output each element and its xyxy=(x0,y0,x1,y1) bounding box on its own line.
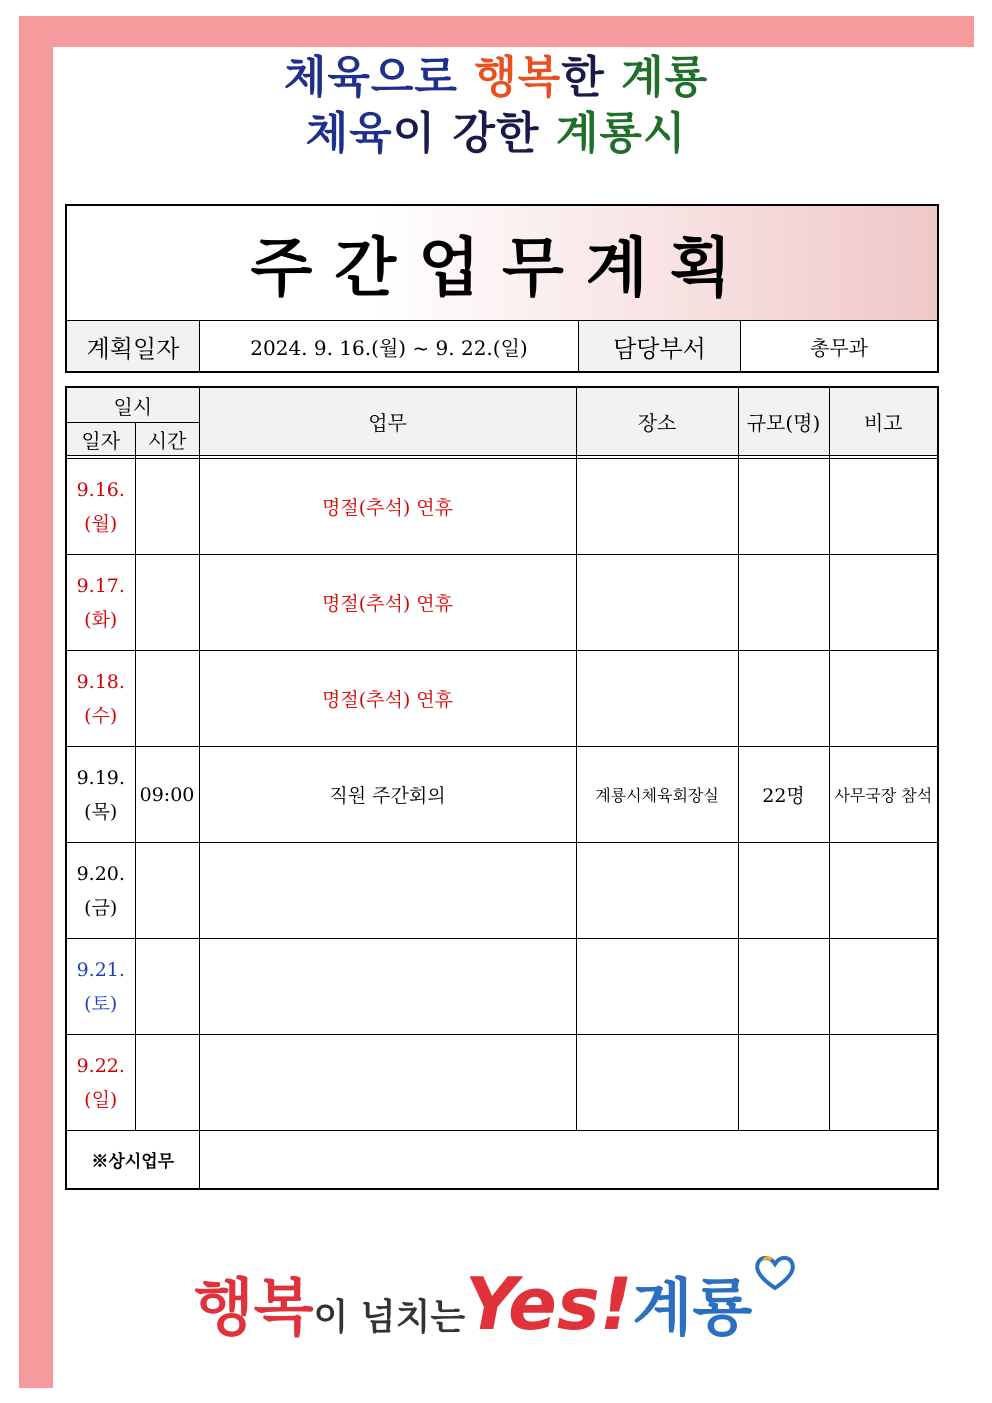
dept-label: 담당부서 xyxy=(579,321,741,373)
table-row xyxy=(66,1035,938,1131)
place-cell xyxy=(576,651,738,747)
slogan-bottom-part1: 행복 xyxy=(193,1271,314,1344)
place-cell xyxy=(576,843,738,939)
col-header-place: 장소 xyxy=(576,387,738,456)
slogan-top-line2 xyxy=(0,106,992,162)
date-cell xyxy=(66,651,135,747)
date-cell xyxy=(66,939,135,1035)
heart-icon xyxy=(752,1252,798,1296)
slogan-segment: 이 강한 xyxy=(392,108,556,159)
date-cell xyxy=(66,555,135,651)
task-cell xyxy=(199,843,576,939)
time-cell: 09:00 xyxy=(135,747,199,843)
day-of-week: (금) xyxy=(84,896,118,919)
date-number: 9.22. xyxy=(76,1054,125,1077)
note-cell xyxy=(829,555,938,651)
table-row xyxy=(66,747,938,843)
table-row xyxy=(66,555,938,651)
task-cell: 명절(추석) 연휴 xyxy=(199,651,576,747)
table-row xyxy=(66,843,938,939)
plan-header-table xyxy=(65,204,939,373)
scale-cell xyxy=(738,939,829,1035)
task-cell: 명절(추석) 연휴 xyxy=(199,555,576,651)
date-number: 9.18. xyxy=(76,670,125,693)
scale-cell: 22명 xyxy=(738,747,829,843)
slogan-bottom-part4: 계룡 xyxy=(632,1271,753,1344)
date-number: 9.19. xyxy=(76,766,125,789)
day-of-week: (수) xyxy=(84,704,118,727)
document-title: 주간업무계획 xyxy=(66,205,938,321)
task-cell: 직원 주간회의 xyxy=(199,747,576,843)
task-cell xyxy=(199,1035,576,1131)
slogan-segment: 계룡 xyxy=(621,52,709,103)
place-cell: 계룡시체육회장실 xyxy=(576,747,738,843)
scale-cell xyxy=(738,843,829,939)
plan-date-label: 계획일자 xyxy=(66,321,200,373)
plan-date-value: 2024. 9. 16.(월) ~ 9. 22.(일) xyxy=(200,321,579,373)
col-header-task: 업무 xyxy=(199,387,576,456)
place-cell xyxy=(576,459,738,555)
date-cell xyxy=(66,1035,135,1131)
note-cell xyxy=(829,843,938,939)
task-cell: 명절(추석) 연휴 xyxy=(199,459,576,555)
table-row xyxy=(66,651,938,747)
routine-value xyxy=(199,1131,938,1190)
day-of-week: (일) xyxy=(84,1088,118,1111)
day-of-week: (월) xyxy=(84,512,118,535)
time-cell xyxy=(135,939,199,1035)
note-cell xyxy=(829,651,938,747)
scale-cell xyxy=(738,555,829,651)
slogan-segment: 계룡시 xyxy=(555,108,687,159)
scale-cell xyxy=(738,651,829,747)
time-cell xyxy=(135,555,199,651)
slogan-top-line1 xyxy=(0,50,992,106)
task-cell xyxy=(199,939,576,1035)
date-cell xyxy=(66,459,135,555)
date-number: 9.21. xyxy=(76,958,125,981)
col-header-note: 비고 xyxy=(829,387,938,456)
slogan-bottom-yes: Yes! xyxy=(465,1262,633,1346)
slogan-bottom xyxy=(0,1258,992,1347)
time-cell xyxy=(135,651,199,747)
day-of-week: (토) xyxy=(84,992,118,1015)
col-header-scale: 규모(명) xyxy=(738,387,829,456)
date-number: 9.16. xyxy=(76,478,125,501)
dept-value: 총무과 xyxy=(741,321,939,373)
schedule-table xyxy=(65,386,939,1190)
scale-cell xyxy=(738,459,829,555)
note-cell xyxy=(829,1035,938,1131)
note-cell: 사무국장 참석 xyxy=(829,747,938,843)
table-row xyxy=(66,939,938,1035)
slogan-segment: 한 xyxy=(561,52,622,103)
note-cell xyxy=(829,459,938,555)
place-cell xyxy=(576,555,738,651)
slogan-bottom-part2: 이 넘치는 xyxy=(313,1297,466,1338)
routine-row xyxy=(66,1131,938,1190)
routine-label: ※상시업무 xyxy=(66,1131,199,1190)
slogan-top xyxy=(0,50,992,162)
slogan-segment: 체육으로 xyxy=(283,52,475,103)
date-cell xyxy=(66,843,135,939)
place-cell xyxy=(576,939,738,1035)
col-header-date: 일자 xyxy=(66,423,135,456)
slogan-segment: 체육 xyxy=(305,108,393,159)
col-header-datetime: 일시 xyxy=(66,387,199,423)
place-cell xyxy=(576,1035,738,1131)
slogan-segment: 행복 xyxy=(474,52,562,103)
day-of-week: (목) xyxy=(84,800,118,823)
table-row xyxy=(66,459,938,555)
note-cell xyxy=(829,939,938,1035)
scale-cell xyxy=(738,1035,829,1131)
day-of-week: (화) xyxy=(84,608,118,631)
date-number: 9.17. xyxy=(76,574,125,597)
time-cell xyxy=(135,1035,199,1131)
col-header-time: 시간 xyxy=(135,423,199,456)
date-cell xyxy=(66,747,135,843)
time-cell xyxy=(135,459,199,555)
date-number: 9.20. xyxy=(76,862,125,885)
time-cell xyxy=(135,843,199,939)
